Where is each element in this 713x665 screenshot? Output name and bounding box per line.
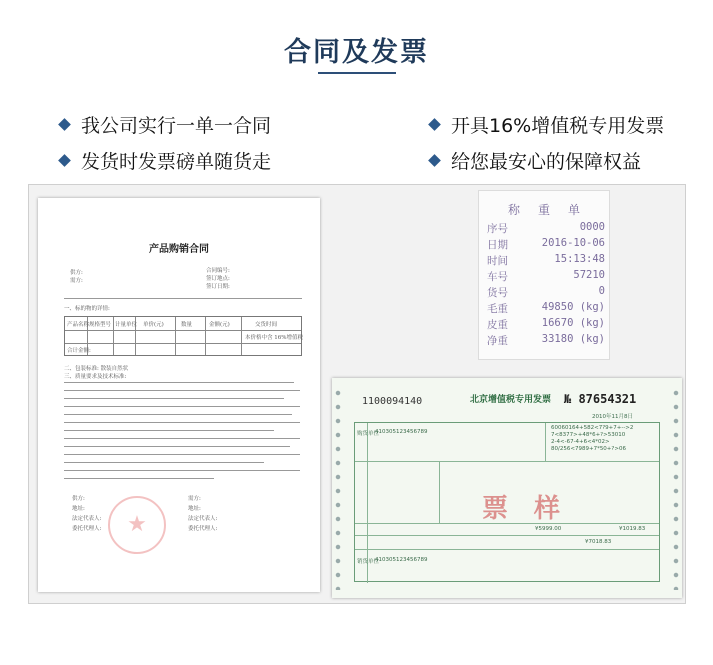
- slip-label: 日期: [487, 239, 508, 251]
- invoice-tax: ¥1019.83: [619, 526, 646, 532]
- text-line: [64, 406, 300, 407]
- sign-line: 需方:: [188, 496, 201, 502]
- text-line: [64, 398, 284, 399]
- slip-label: 货号: [487, 287, 508, 299]
- table-header: 规格型号: [89, 322, 112, 328]
- table-note: 本价格中含 16%增值税: [245, 335, 303, 341]
- slip-label: 毛重: [487, 303, 508, 315]
- table-header: 计量单位: [115, 322, 138, 328]
- table-header: 数量: [181, 322, 193, 328]
- slip-label: 车号: [487, 271, 508, 283]
- slip-value: 0: [598, 285, 605, 297]
- tractor-holes-left: [334, 386, 342, 590]
- text-line: [64, 470, 300, 471]
- slip-row: [487, 269, 605, 284]
- slip-label: 皮重: [487, 319, 508, 331]
- bullet-item: [60, 106, 271, 142]
- table-header: 单价(元): [143, 322, 164, 328]
- bullet-text: 开具16%增值税专用发票: [451, 114, 665, 137]
- buyer-tax-id: 410305123456789: [375, 429, 428, 435]
- bullet-item: [430, 106, 664, 142]
- text-line: [64, 438, 300, 439]
- text-line: [64, 446, 290, 447]
- page-title: 合同及发票: [284, 37, 429, 68]
- company-seal: [108, 496, 166, 554]
- slip-value: 16670 (kg): [541, 317, 605, 329]
- text-line: [64, 390, 300, 391]
- table-header: 金额(元): [209, 322, 230, 328]
- slip-label: 净重: [487, 335, 508, 347]
- contract-line: 合同编号:: [206, 268, 230, 274]
- table-header: 交货时间: [255, 322, 278, 328]
- text-line: [64, 414, 292, 415]
- diamond-bullet-icon: [58, 118, 71, 131]
- sign-line: 地址:: [188, 506, 201, 512]
- bullet-text: 我公司实行一单一合同: [81, 114, 272, 137]
- text-line: [64, 478, 214, 479]
- slip-value: 15:13:48: [554, 253, 605, 265]
- slip-value: 0000: [579, 221, 605, 233]
- bullet-text: 给您最安心的保障权益: [451, 150, 642, 173]
- invoice-amount: ¥5999.00: [535, 526, 562, 532]
- contract-document: [38, 198, 320, 592]
- sign-line: 法定代表人:: [188, 516, 218, 522]
- slip-row: [487, 221, 605, 236]
- slip-row: [487, 301, 605, 316]
- text-line: [64, 422, 300, 423]
- sign-line: 委托代理人:: [72, 526, 102, 532]
- sign-line: 委托代理人:: [188, 526, 218, 532]
- slip-value: 49850 (kg): [541, 301, 605, 313]
- text-line: [64, 454, 300, 455]
- invoice-cipher: 60060164+582<7?9+7+-->2 7<8377>+48*6+?>53010 2-4<-67-4+6<4*02> 80/256<7989+7*50+?>06: [551, 425, 634, 452]
- bullet-item: [60, 142, 271, 178]
- invoice-code: 1100094140: [362, 396, 423, 407]
- contract-clause: 二、包装标准: 散装自然状: [64, 366, 129, 372]
- diamond-bullet-icon: [58, 154, 71, 167]
- title-underline: [318, 72, 396, 74]
- sign-line: 地址:: [72, 506, 85, 512]
- slip-row: [487, 253, 605, 268]
- text-line: [64, 462, 264, 463]
- contract-line: 需方:: [70, 278, 83, 284]
- text-line: [64, 298, 302, 299]
- slip-label: 时间: [487, 255, 508, 267]
- contract-line: 签订日期:: [206, 284, 230, 290]
- bullet-list-left: [60, 106, 271, 178]
- text-line: [64, 430, 274, 431]
- diamond-bullet-icon: [428, 118, 441, 131]
- slip-value: 2016-10-06: [541, 237, 605, 249]
- total-label: 合计金额:: [67, 348, 91, 354]
- sample-stamp: 票样: [482, 494, 587, 524]
- contract-title: 产品购销合同: [149, 244, 209, 255]
- weigh-slip: [478, 190, 610, 360]
- invoice-number: № 87654321: [564, 392, 637, 406]
- sign-line: 供方:: [72, 496, 85, 502]
- slip-value: 57210: [573, 269, 605, 281]
- slip-row: [487, 285, 605, 300]
- contract-line: 签订地点:: [206, 276, 230, 282]
- invoice-date: 2010年11月8日: [592, 414, 633, 420]
- contract-table: [64, 316, 302, 356]
- bullet-item: [430, 142, 664, 178]
- bullet-list-right: [430, 106, 664, 178]
- seller-label: 销货单位: [357, 559, 380, 565]
- diamond-bullet-icon: [428, 154, 441, 167]
- buyer-label: 购货单位: [357, 431, 380, 437]
- contract-line: 供方:: [70, 270, 83, 276]
- contract-clause: 一、标的物的详情:: [64, 306, 110, 312]
- weigh-slip-title: 称重单: [507, 203, 598, 217]
- invoice-name: 北京增值税专用发票: [470, 395, 552, 405]
- slip-label: 序号: [487, 223, 508, 235]
- slip-row: [487, 333, 605, 348]
- contract-clause: 三、质量要求及技术标准:: [64, 374, 127, 380]
- bullet-text: 发货时发票磅单随货走: [81, 150, 272, 173]
- table-header: 产品名称: [67, 322, 90, 328]
- slip-row: [487, 317, 605, 332]
- vat-invoice: [332, 378, 682, 598]
- text-line: [64, 382, 294, 383]
- slip-row: [487, 237, 605, 252]
- slip-value: 33180 (kg): [541, 333, 605, 345]
- tractor-holes-right: [672, 386, 680, 590]
- seller-tax-id: 410305123456789: [375, 557, 428, 563]
- invoice-total: ¥7018.83: [585, 539, 612, 545]
- sign-line: 法定代表人:: [72, 516, 102, 522]
